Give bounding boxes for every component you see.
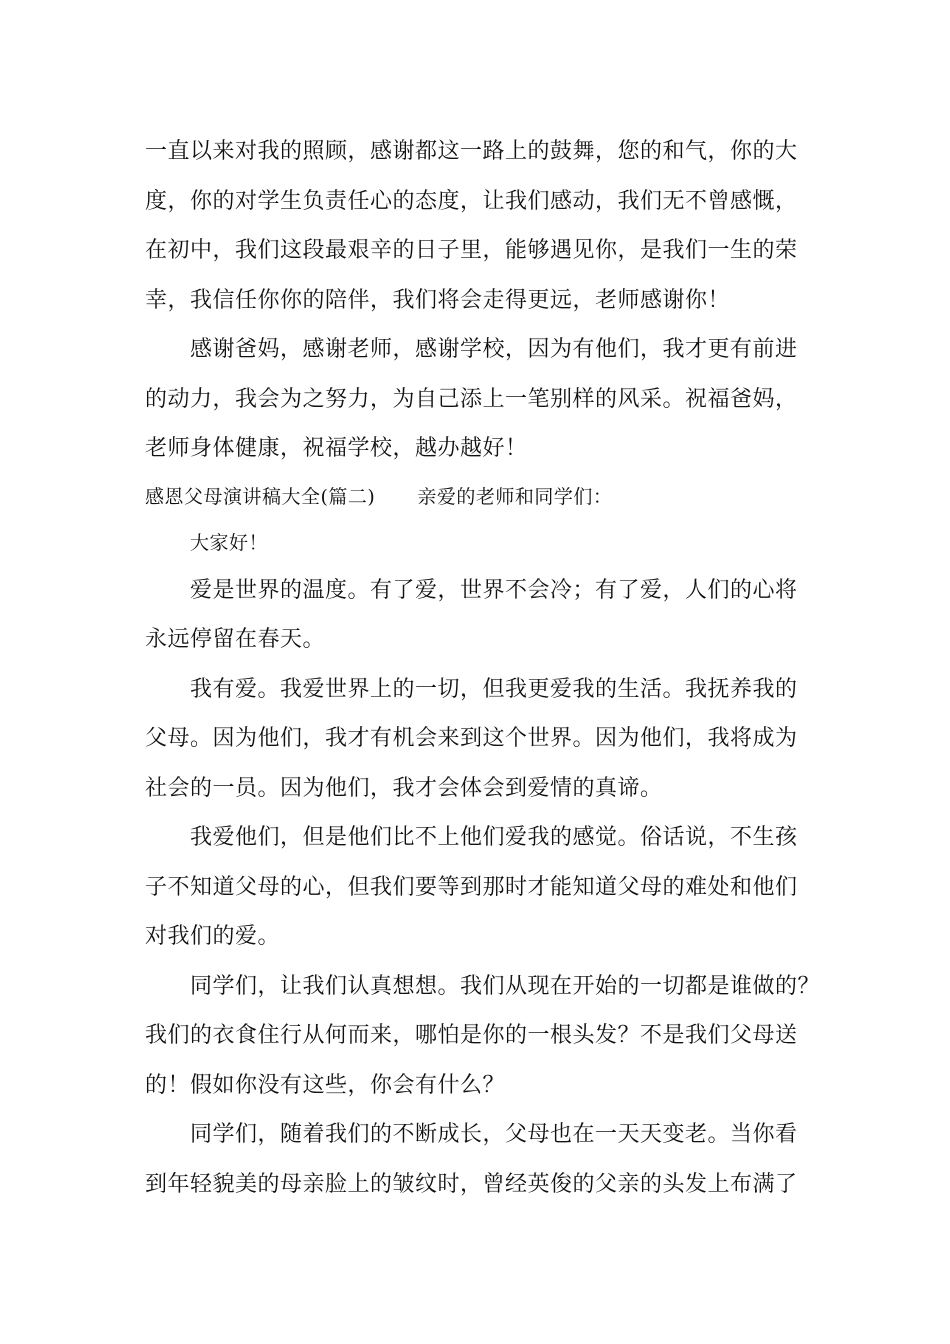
text-line: 的动力，我会为之努力，为自己添上一笔别样的风采。祝福爸妈， [145,386,798,412]
text-line: 在初中，我们这段最艰辛的日子里，能够遇见你，是我们一生的荣 [145,238,798,263]
text-line: 的！假如你没有这些，你会有什么？ [145,1072,506,1098]
paragraph-first-line: 感谢爸妈，感谢老师，感谢学校，因为有他们，我才更有前进 [190,337,798,362]
text-line: 对我们的爱。 [145,924,281,949]
section-heading-line [145,474,835,520]
paragraph-first-line: 同学们，随着我们的不断成长，父母也在一天天变老。当你看 [190,1122,798,1147]
greeting-line: 大家好！ [190,531,269,554]
paragraph-first-line: 同学们，让我们认真想想。我们从现在开始的一切都是谁做的？ [190,973,821,999]
text-line: 社会的一员。因为他们，我才会体会到爱情的真谛。 [145,775,663,801]
text-line: 到年轻貌美的母亲脸上的皱纹时，曾经英俊的父亲的头发上布满了 [145,1171,798,1197]
paragraph-first-line: 我有爱。我爱世界上的一切，但我更爱我的生活。我抚养我的 [190,676,798,702]
paragraph-first-line: 爱是世界的温度。有了爱，世界不会冷；有了爱，人们的心将 [190,577,798,603]
text-line: 一直以来对我的照顾，感谢都这一路上的鼓舞，您的和气，你的大 [145,139,798,164]
text-line: 永远停留在春天。 [145,627,326,652]
salutation: 亲爱的老师和同学们： [417,485,613,508]
text-line: 度，你的对学生负责任心的态度，让我们感动，我们无不曾感慨， [145,188,798,214]
section-title: 感恩父母演讲稿大全(篇二) [145,485,376,508]
text-line: 幸，我信任你你的陪伴，我们将会走得更远，老师感谢你！ [145,287,731,313]
text-line: 老师身体健康，祝福学校，越办越好！ [145,436,528,461]
paragraph-first-line: 我爱他们，但是他们比不上他们爱我的感觉。俗话说，不生孩 [190,825,798,850]
text-line: 子不知道父母的心，但我们要等到那时才能知道父母的难处和他们 [145,874,798,900]
document-body [145,127,835,1209]
text-line: 父母。因为他们，我才有机会来到这个世界。因为他们，我将成为 [145,726,798,751]
text-line: 我们的衣食住行从何而来，哪怕是你的一根头发？不是我们父母送 [145,1023,798,1048]
